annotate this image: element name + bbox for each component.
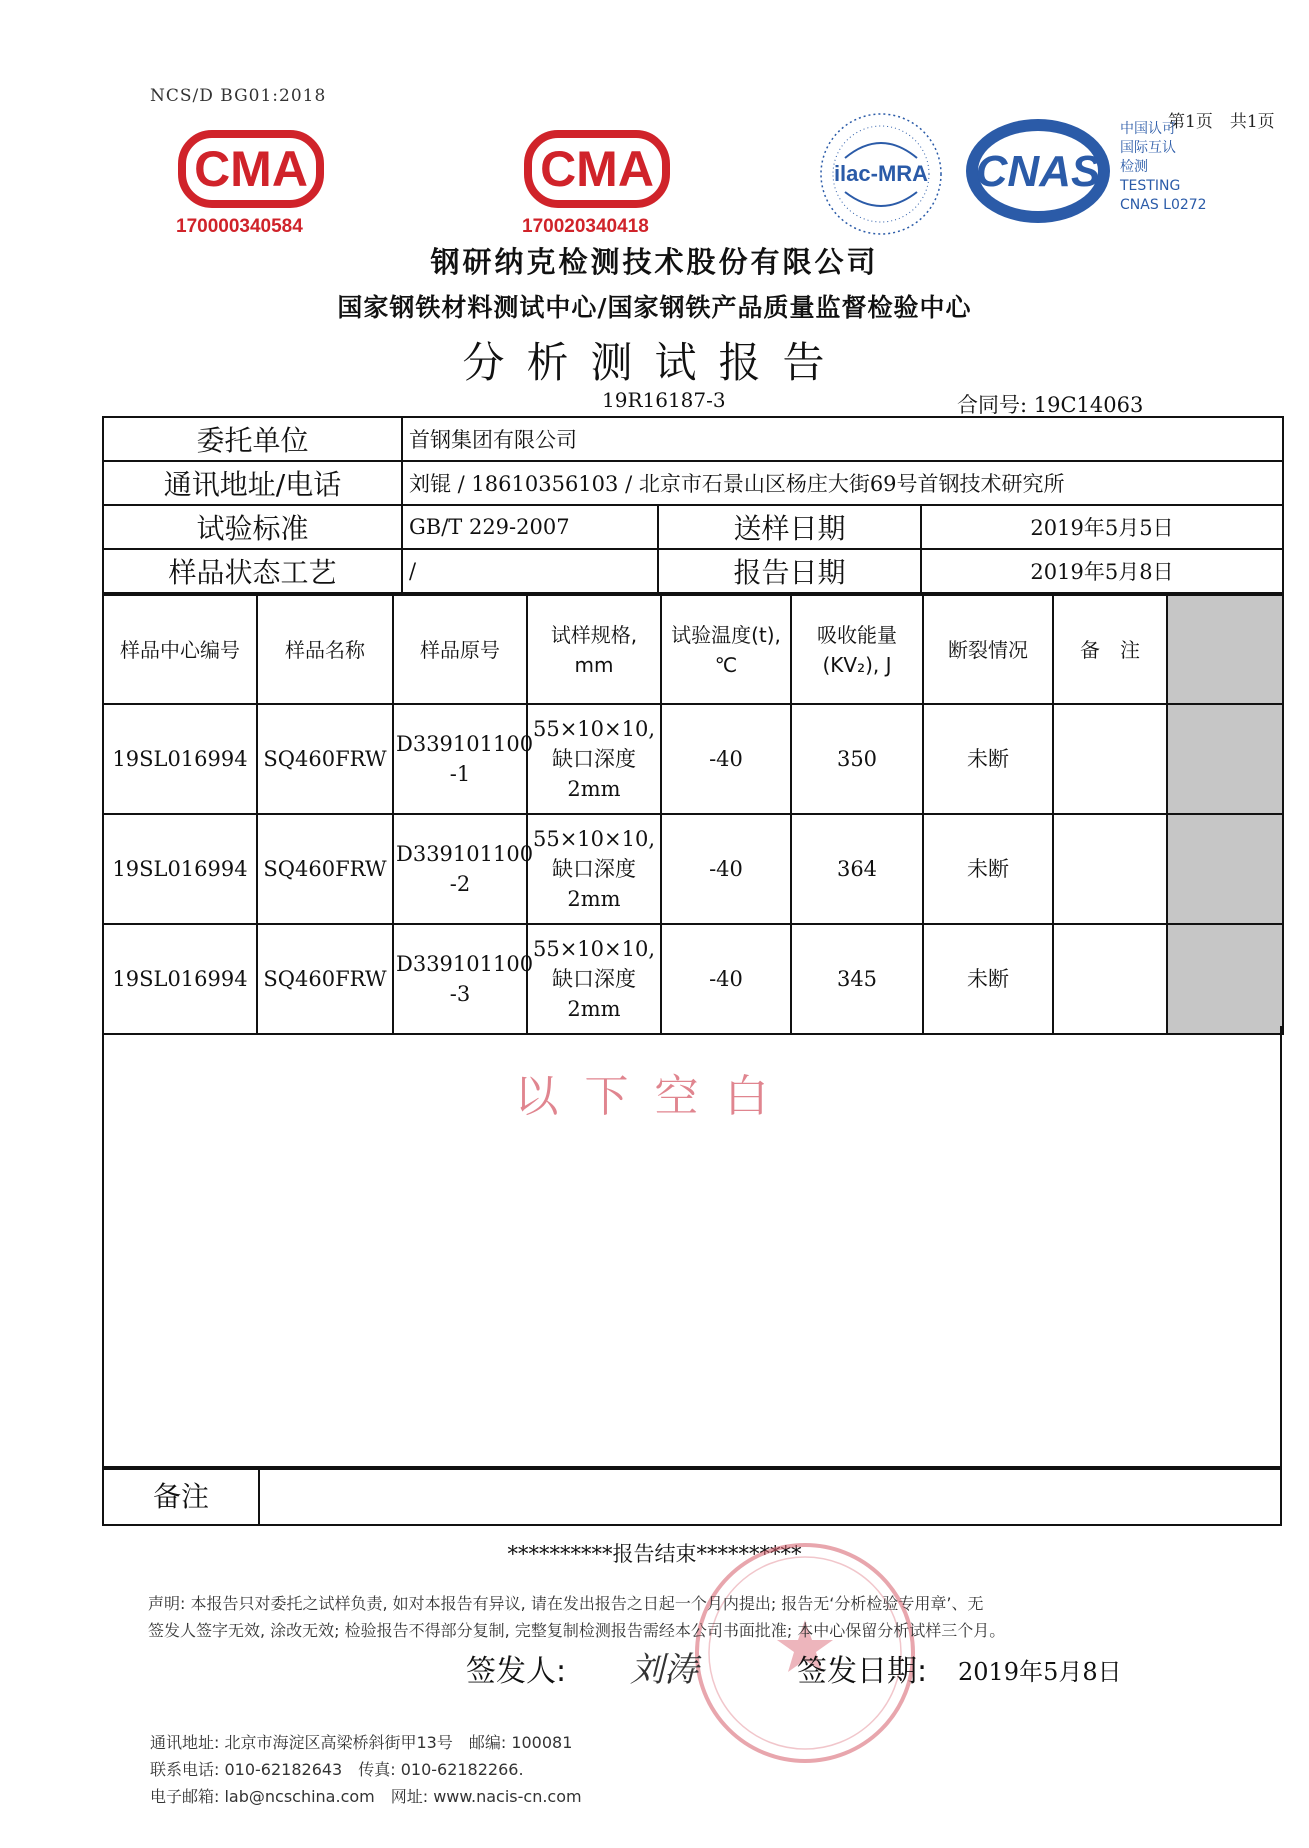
temperature-cell: -40 [661, 924, 791, 1034]
standard-label: 试验标准 [103, 505, 402, 549]
svg-text:CNAS: CNAS [975, 147, 1101, 196]
spec-cell: 55×10×10, 缺口深度 2mm [527, 814, 661, 924]
spec-cell: 55×10×10, 缺口深度 2mm [527, 704, 661, 814]
original-no-cell: D339101100 -3 [393, 924, 527, 1034]
declaration-text [148, 1590, 1258, 1644]
cnas-line-2: 国际互认 [1120, 140, 1176, 156]
cma-number-2: 170020340418 [522, 216, 649, 237]
blank-below-stamp: 以下空白 [514, 1071, 795, 1122]
spec-cell: 55×10×10, 缺口深度 2mm [527, 924, 661, 1034]
results-table [102, 594, 1284, 1035]
remark-cell [1053, 924, 1167, 1034]
sample-name-cell: SQ460FRW [257, 814, 393, 924]
cnas-text-block [1120, 120, 1207, 215]
center-name: 国家钢铁材料测试中心/国家钢铁产品质量监督检验中心 [337, 293, 972, 322]
center-no-cell: 19SL016994 [103, 704, 257, 814]
sample-name-cell: SQ460FRW [257, 924, 393, 1034]
shaded-cell [1167, 595, 1283, 704]
report-number: 19R16187-3 [602, 388, 726, 412]
shaded-cell [1167, 924, 1283, 1034]
report-date-label: 报告日期 [658, 549, 921, 593]
footer-email: 电子邮箱: lab@ncschina.com 网址: www.nacis-cn.com [150, 1787, 582, 1806]
cnas-logo [960, 114, 1116, 232]
header-spec: 试样规格, mm [527, 595, 661, 704]
header-energy: 吸收能量(KV₂), J [791, 595, 923, 704]
info-table [102, 416, 1284, 594]
cma-logo-1 [178, 130, 324, 212]
ilac-mra-logo [815, 108, 947, 244]
temperature-cell: -40 [661, 704, 791, 814]
declaration-line-1: 声明: 本报告只对委托之试样负责, 如对本报告有异议, 请在发出报告之日起一个月内提出; 报告无‘分析检验专用章’、无 [148, 1594, 984, 1613]
fracture-cell: 未断 [923, 704, 1053, 814]
report-end-line: **********报告结束********** [507, 1542, 802, 1566]
declaration-line-2: 签发人签字无效, 涂改无效; 检验报告不得部分复制, 完整复制检测报告需经本公司书面批准; 本中心保留分析试样三个月。 [148, 1621, 1006, 1640]
cnas-line-5: CNAS L0272 [1120, 197, 1207, 213]
contract-value: 19C14063 [1033, 393, 1144, 417]
original-no-cell: D339101100 -1 [393, 704, 527, 814]
footer-address: 通讯地址: 北京市海淀区高梁桥斜街甲13号 邮编: 100081 [150, 1733, 573, 1752]
header-center-no: 样品中心编号 [103, 595, 257, 704]
handwritten-signature: 刘涛 [630, 1650, 698, 1690]
client-value: 首钢集团有限公司 [402, 417, 1283, 461]
energy-cell: 345 [791, 924, 923, 1034]
process-value: / [402, 549, 658, 593]
svg-text:CMA: CMA [540, 141, 654, 197]
svg-text:ilac-MRA: ilac-MRA [833, 161, 929, 186]
footer-phone: 联系电话: 010-62182643 传真: 010-62182266. [150, 1760, 524, 1779]
header-fracture: 断裂情况 [923, 595, 1053, 704]
table-row [103, 704, 1283, 814]
center-no-cell: 19SL016994 [103, 924, 257, 1034]
energy-cell: 364 [791, 814, 923, 924]
fracture-cell: 未断 [923, 814, 1053, 924]
standard-code: NCS/D BG01:2018 [150, 86, 327, 106]
company-name: 钢研纳克检测技术股份有限公司 [430, 245, 879, 279]
cma-logo-2 [524, 130, 670, 212]
sample-date-label: 送样日期 [658, 505, 921, 549]
page-info: 第1页 共1页 [1168, 112, 1275, 132]
header-sample-name: 样品名称 [257, 595, 393, 704]
table-row [103, 814, 1283, 924]
standard-value: GB/T 229-2007 [402, 505, 658, 549]
report-date-value: 2019年5月8日 [921, 549, 1283, 593]
remark-cell [1053, 814, 1167, 924]
document-title: 分析测试报告 [462, 338, 847, 387]
header-remark: 备 注 [1053, 595, 1167, 704]
cma-number-1: 170000340584 [176, 216, 303, 237]
remark-row [102, 1468, 1282, 1526]
header-temperature: 试验温度(t),℃ [661, 595, 791, 704]
cnas-line-4: TESTING [1120, 178, 1181, 194]
table-header-row [103, 595, 1283, 704]
header-original-no: 样品原号 [393, 595, 527, 704]
energy-cell: 350 [791, 704, 923, 814]
cnas-line-1: 中国认可 [1120, 121, 1176, 137]
address-value: 刘锟 / 18610356103 / 北京市石景山区杨庄大街69号首钢技术研究所 [402, 461, 1283, 505]
temperature-cell: -40 [661, 814, 791, 924]
contract-label: 合同号: [957, 393, 1028, 417]
sign-date-label: 签发日期: [797, 1654, 928, 1689]
shaded-cell [1167, 704, 1283, 814]
signer-label: 签发人: [466, 1654, 567, 1689]
fracture-cell: 未断 [923, 924, 1053, 1034]
center-no-cell: 19SL016994 [103, 814, 257, 924]
shaded-cell [1167, 814, 1283, 924]
address-label: 通讯地址/电话 [103, 461, 402, 505]
table-row [103, 924, 1283, 1034]
sample-date-value: 2019年5月5日 [921, 505, 1283, 549]
process-label: 样品状态工艺 [103, 549, 402, 593]
svg-text:CMA: CMA [194, 141, 308, 197]
cnas-line-3: 检测 [1120, 159, 1148, 175]
original-no-cell: D339101100 -2 [393, 814, 527, 924]
remark-cell [1053, 704, 1167, 814]
remark-label: 备注 [104, 1470, 260, 1524]
sign-date-value: 2019年5月8日 [958, 1658, 1122, 1686]
client-label: 委托单位 [103, 417, 402, 461]
sample-name-cell: SQ460FRW [257, 704, 393, 814]
contract-number [957, 389, 1143, 419]
